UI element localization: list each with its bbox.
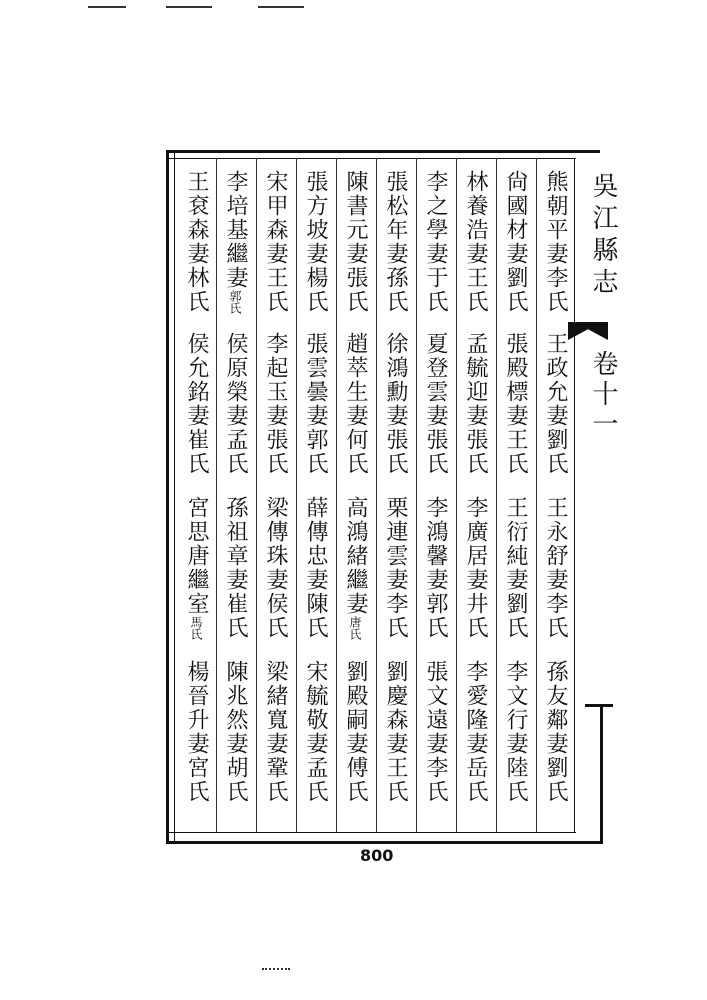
name-text: 李培基繼妻 [223,170,248,290]
column-divider [336,158,337,832]
name-entry: 徐鴻勳妻張氏 [383,332,408,476]
frame-inner-top-rule [166,158,576,159]
frame-right-rule [574,158,575,832]
name-entry: 趙萃生妻何氏 [343,332,368,476]
name-entry [218,170,252,314]
surname-note: 郭氏 [228,290,242,314]
name-entry: 張方坡妻楊氏 [303,170,328,314]
name-entry: 李之學妻于氏 [423,170,448,314]
text-column [458,170,492,820]
name-entry: 熊朝平妻李氏 [543,170,568,314]
name-entry: 王政允妻劉氏 [543,332,568,476]
name-entry: 陳書元妻張氏 [343,170,368,314]
column-divider [456,158,457,832]
name-entry: 夏登雲妻張氏 [423,332,448,476]
name-entry [179,496,213,640]
surname-note: 馬氏 [189,616,203,640]
name-entry: 劉殿嗣妻傅氏 [343,660,368,804]
frame-inner-bottom-rule [166,832,576,833]
text-column [179,170,213,820]
text-column [538,170,572,820]
frame-left-border [166,150,175,841]
volume-label: 卷十一 [588,350,618,440]
text-column [378,170,412,820]
name-entry: 林養浩妻王氏 [463,170,488,314]
page-number: 800 [360,846,394,865]
margin-title: 吳江縣志 [588,172,618,300]
name-entry: 陳兆然妻胡氏 [223,660,248,804]
column-divider [256,158,257,832]
column-divider [496,158,497,832]
name-entry: 李起玉妻張氏 [263,332,288,476]
name-entry: 孟毓迎妻張氏 [463,332,488,476]
surname-note: 唐氏 [348,616,362,640]
name-entry: 張雲曇妻郭氏 [303,332,328,476]
name-entry [338,496,372,640]
name-entry: 李愛隆妻岳氏 [463,660,488,804]
margin-rule [585,704,613,707]
column-divider [216,158,217,832]
name-entry: 梁傳珠妻侯氏 [263,496,288,640]
name-entry: 侯允銘妻崔氏 [184,332,209,476]
name-entry: 張松年妻孫氏 [383,170,408,314]
name-entry: 王衍純妻劉氏 [503,496,528,640]
name-entry: 宋毓敬妻孟氏 [303,660,328,804]
name-entry: 宋甲森妻王氏 [263,170,288,314]
name-entry: 張文遠妻李氏 [423,660,448,804]
name-entry: 梁緒寬妻鞏氏 [263,660,288,804]
name-entry: 侯原榮妻孟氏 [223,332,248,476]
name-text: 高鴻緒繼妻 [343,496,368,616]
text-column [418,170,452,820]
name-entry: 張殿標妻王氏 [503,332,528,476]
name-entry: 薛傳忠妻陳氏 [303,496,328,640]
name-entry: 孫友鄰妻劉氏 [543,660,568,804]
scan-mark [88,6,126,8]
name-entry: 楊晉升妻宮氏 [184,660,209,804]
name-entry: 劉慶森妻王氏 [383,660,408,804]
name-entry: 李鴻馨妻郭氏 [423,496,448,640]
scan-mark [258,6,304,8]
text-column [218,170,252,820]
scan-mark [166,6,212,8]
name-entry: 栗連雲妻李氏 [383,496,408,640]
name-entry: 王袞森妻林氏 [184,170,209,314]
column-divider [376,158,377,832]
column-divider [416,158,417,832]
margin-rule [600,704,603,844]
name-entry: 尙國材妻劉氏 [503,170,528,314]
name-text: 宮思唐繼室 [184,496,209,616]
column-divider [296,158,297,832]
name-entry: 王永舒妻李氏 [543,496,568,640]
text-column [338,170,372,820]
text-column [498,170,532,820]
text-column [258,170,292,820]
name-entry: 李文行妻陸氏 [503,660,528,804]
name-entry: 李廣居妻井氏 [463,496,488,640]
column-divider [536,158,537,832]
text-column [298,170,332,820]
name-entry: 孫祖章妻崔氏 [223,496,248,640]
scan-mark [262,968,290,970]
